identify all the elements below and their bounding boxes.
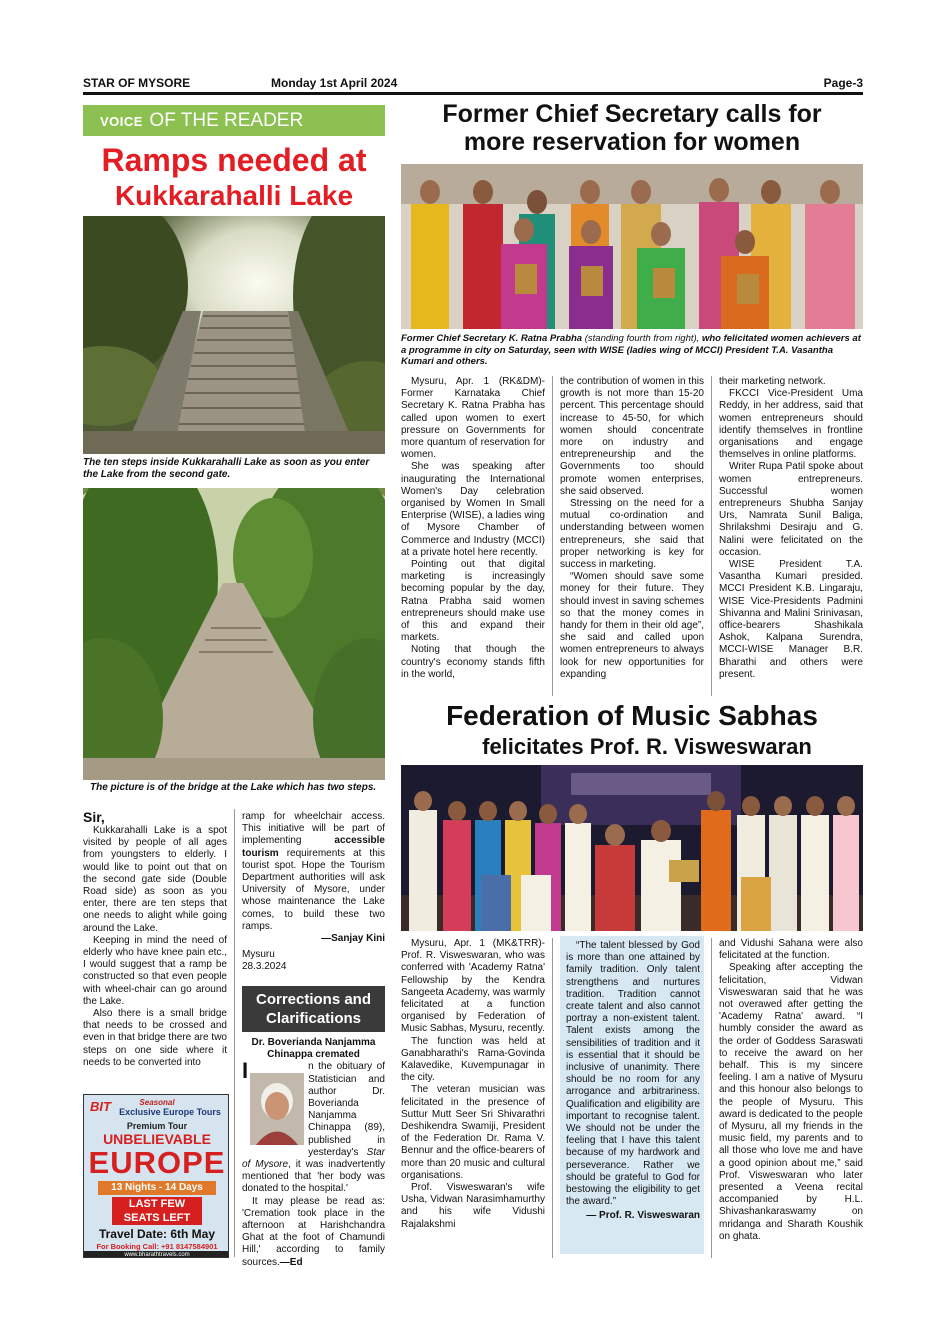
photo-music-felicitation (401, 765, 863, 931)
article2-paragraph: Prof. Visweswaran's wife Usha, Vidwan Narasimhamurthy and his wife Vidushi Rajalakshmi (401, 1182, 545, 1230)
corrections-subhead-1: Dr. Boverianda Nanjamma (251, 1037, 376, 1048)
letter-headline-line2: Kukkarahalli Lake (114, 180, 354, 211)
article1-headline-line2: more reservation for women (463, 128, 801, 156)
article2-paragraph: and Vidushi Sahana were also felicitated at the function. (719, 938, 863, 962)
article2-paragraph: The veteran musician was felicitated in the presence of Suttur Mutt Seer Sri Shivarathri Deshikendra Swamiji, President of the Federation Dr. Rama V. Bennur and the office-bearers of more than 20 music and cultural organisations. (401, 1084, 545, 1181)
letter-column-1 (83, 809, 227, 1069)
article1-paragraph: Mysuru, Apr. 1 (RK&DM)- Former Karnataka Chief Secretary K. Ratna Prabha has called upon women to exert pressure on Governments for more quantum of reservation for women. (401, 376, 545, 461)
ad-line1: Exclusive Europe Tours (119, 1107, 221, 1117)
letter-column-2 (242, 811, 385, 974)
article1-headline-line1: Former Chief Secretary calls for (442, 100, 822, 128)
corrections-paragraph: It may please be read as: 'Cremation took place in the afternoon at Harishchandra Ghat at the foot of Chamundi Hill,' according to family sources.—Ed (242, 1195, 385, 1268)
article2-column-1 (401, 938, 545, 1231)
corrections-paragraph: n the obituary of Statistician and author Dr. Boverianda Nanjamma Chinappa (89), published in yesterday's Star of Mysore, it was inadvertently mentioned that 'her body was donated to the hospital.' (242, 1061, 385, 1195)
header-rule (83, 92, 863, 95)
article1-paragraph: She was speaking after inaugurating the International Women's Day celebration organised by Women In Small Enterprise (WISE), a ladies wing of Mysore Chamber of Commerce and Industry (MCCI) at a private hotel here recently. (401, 461, 545, 558)
article2-paragraph: Mysuru, Apr. 1 (MK&TRR)- Prof. R. Visweswaran, who was conferred with 'Academy Ratna' Fellowship by the Kendra Sangeeta Academy, was warmly felicitated at a function organised by Federation of Music Sabhas, Mysuru, recently. (401, 938, 545, 1035)
corrections-text (242, 1037, 385, 1269)
article1-paragraph: FKCCI Vice-President Uma Reddy, in her address, said that women entrepreneurs should identify themselves in frontline organisations and engage themselves in online platforms. (719, 388, 863, 461)
article2-quote (566, 940, 700, 1223)
photo-caption-bridge: The picture is of the bridge at the Lake which has two steps. (90, 782, 377, 793)
article1-column-2 (560, 376, 704, 681)
column-divider (552, 938, 553, 1258)
ad-tag: Seasonal (139, 1098, 175, 1107)
letter-city: Mysuru (242, 949, 275, 961)
ad-line9: For Booking Call: +91 8147584901 (96, 1242, 218, 1251)
article1-paragraph: “Women should save some money for their future. They should invest in saving schemes so that the money comes in handy for them in their old age”, she said and called upon women entrepreneurs to always look for new opportunities for expanding (560, 571, 704, 680)
article1-paragraph: WISE President T.A. Vasantha Kumari presided. MCCI President K.B. Lingaraju, WISE Vice-Presidents Padmini Shivanna and Malini Srinivasan, office-bearers Shashikala Ashok, Kalpana Surendra, MCCI-WISE Manager B.R. Bharathi and others were present. (719, 559, 863, 680)
article1-paragraph: Writer Rupa Patil spoke about women entrepreneurs. Successful women entrepreneurs Shubha Sanjay Urs, Namrata Sunil Baliga, Shrilakshmi Desiraju and G. Nalini were felicitated on the occasion. (719, 461, 863, 558)
letter-date: 28.3.2024 (242, 961, 287, 973)
column-divider (234, 809, 235, 1257)
article2-headline-line1: Federation of Music Sabhas (446, 700, 818, 731)
letter-paragraph: Also there is a small bridge that needs to be crossed and even in that bridge there are two steps on one side where it needs to be converted into (83, 1008, 227, 1068)
ad-line10: www.bharathtravels.com (84, 1251, 229, 1258)
corrections-box (242, 986, 385, 1032)
letter-paragraph: Keeping in mind the need of elderly who have knee pain etc., I would suggest that a ramp be constructed so that even people with wheel-chair can go around the Lake. (83, 934, 227, 1007)
corrections-body (242, 1058, 385, 1268)
photo-lake-steps (83, 216, 385, 454)
article1-column-3 (719, 376, 863, 681)
section-kicker: VOICE (100, 114, 143, 129)
issue-date: Monday 1st April 2024 (271, 76, 398, 90)
voice-of-reader-banner (83, 105, 385, 136)
page-header (83, 76, 863, 92)
article2-paragraph: The function was held at Ganabharathi's Rama-Govinda Kalavedike, Kuvempunagar in the city. (401, 1035, 545, 1084)
ad-line5: 13 Nights - 14 Days (98, 1181, 216, 1195)
ad-line8: Travel Date: 6th May (98, 1227, 216, 1241)
corrections-subhead-2: Chinappa cremated (267, 1049, 360, 1061)
column-divider (552, 376, 553, 696)
corrections-title-line2: Clarifications (265, 1010, 362, 1027)
column-divider (711, 376, 712, 696)
photo-women-achievers (401, 164, 863, 329)
quote-signature: — Prof. R. Visweswaran (586, 1210, 700, 1222)
corrections-dropcap: I (242, 1058, 249, 1084)
article1-paragraph: the contribution of women in this growth is not more than 15-20 percent. This percentage should increase to 45-50, for which women should concentrate more on industry and entrepreneurship and the Governments too should promote women enterprises, she said observed. (560, 376, 704, 497)
portrait-photo (250, 1073, 304, 1145)
article1-column-1 (401, 376, 545, 681)
quote-text: “The talent blessed by God is more than one attained by family tradition. Only talent strengthens and nurtures tradition. Tradition cannot create talent and also cannot portray a non-existent talent. Talent exists among the sensibilities of tradition and it is essential that it should be inclusive of unanimity. There should be no room for any arrogance and arbitrariness. Qualification and eligibility are important to recognise talent. We should not be under the feeling that I have this talent because of my hardwork and perseverance. Rather we should be grateful to God for bestowing the eligibility to get the award.” (566, 940, 700, 1208)
article1-paragraph: their marketing network. (719, 376, 826, 387)
ad-line2: Premium Tour (126, 1121, 188, 1131)
ad-line7: SEATS LEFT (112, 1211, 202, 1225)
photo-caption-steps: The ten steps inside Kukkarahalli Lake as soon as you enter the Lake from the second gate. (83, 457, 370, 480)
ad-brand: BIT (90, 1099, 111, 1114)
letter-continuation: ramp for wheelchair access. This initiative will be part of implementing accessible tourism requirements at this tourist spot. Hope the Tourism Department authorities will ask University of Mysore, under whose maintenance the Lake comes, to build these two ramps. (242, 811, 385, 932)
page-number: Page-3 (823, 76, 863, 90)
article1-paragraph: Stressing on the need for a mutual co-ordination and understanding between women entrepreneurs, she said that proper networking is key for success in marketing. (560, 498, 704, 571)
ad-line6: LAST FEW (112, 1197, 202, 1211)
article1-photo-caption: Former Chief Secretary K. Ratna Prabha (standing fourth from right), who felicitated women achievers at a programme in city on Saturday, seen with WISE (ladies wing of MCCI) President T.A. Vasantha Kumari and others. (401, 333, 861, 367)
letter-signature: —Sanjay Kini (321, 933, 385, 945)
corrections-title-line1: Corrections and (255, 991, 372, 1008)
section-title: OF THE READER (149, 110, 304, 131)
photo-lake-bridge (83, 488, 385, 780)
article2-headline-line2: felicitates Prof. R. Visweswaran (482, 734, 812, 759)
letter-paragraph: Kukkarahalli Lake is a spot visited by people of all ages from youngsters to elderly. I would like to point out that on the second gate side (Double Road side) as soon as you enter, there are ten steps that one needs to alight while going around the Lake. (83, 825, 227, 934)
ad-line4: EUROPE (88, 1145, 226, 1180)
masthead: STAR OF MYSORE (83, 76, 191, 90)
ad-line3: UNBELIEVABLE (103, 1131, 211, 1147)
article2-column-3 (719, 938, 863, 1243)
article2-paragraph: Speaking after accepting the felicitation, Vidwan Visweswaran said that he was not overawed after getting the 'Academy Ratna' award. “I humbly consider the award as the order of Goddess Saraswati to receive the award on her behalf. This is my sincere feeling. I am a native of Mysuru and this honour also belongs to the people of Mysuru. This award is dedicated to the people of Mysuru, all my friends in the music field, my parents and to all those who love me and have a good opinion about me,” said Prof. Visweswaran who later presented a Veena recital accompanied by H.L. Shivashankaraswamy on mridanga and Sharath Koushik on ghata. (719, 962, 863, 1242)
column-divider (711, 938, 712, 1258)
europe-tour-ad[interactable] (83, 1094, 229, 1258)
letter-salutation: Sir, (83, 809, 105, 825)
letter-headline-line1: Ramps needed at (101, 142, 367, 178)
article1-paragraph: Pointing out that digital marketing is increasingly becoming popular by the day, Ratna Prabha said women entrepreneurs should make use of this and expand their markets. (401, 559, 545, 644)
article1-paragraph: Noting that though the country's economy stands fifth in the world, (401, 644, 545, 680)
